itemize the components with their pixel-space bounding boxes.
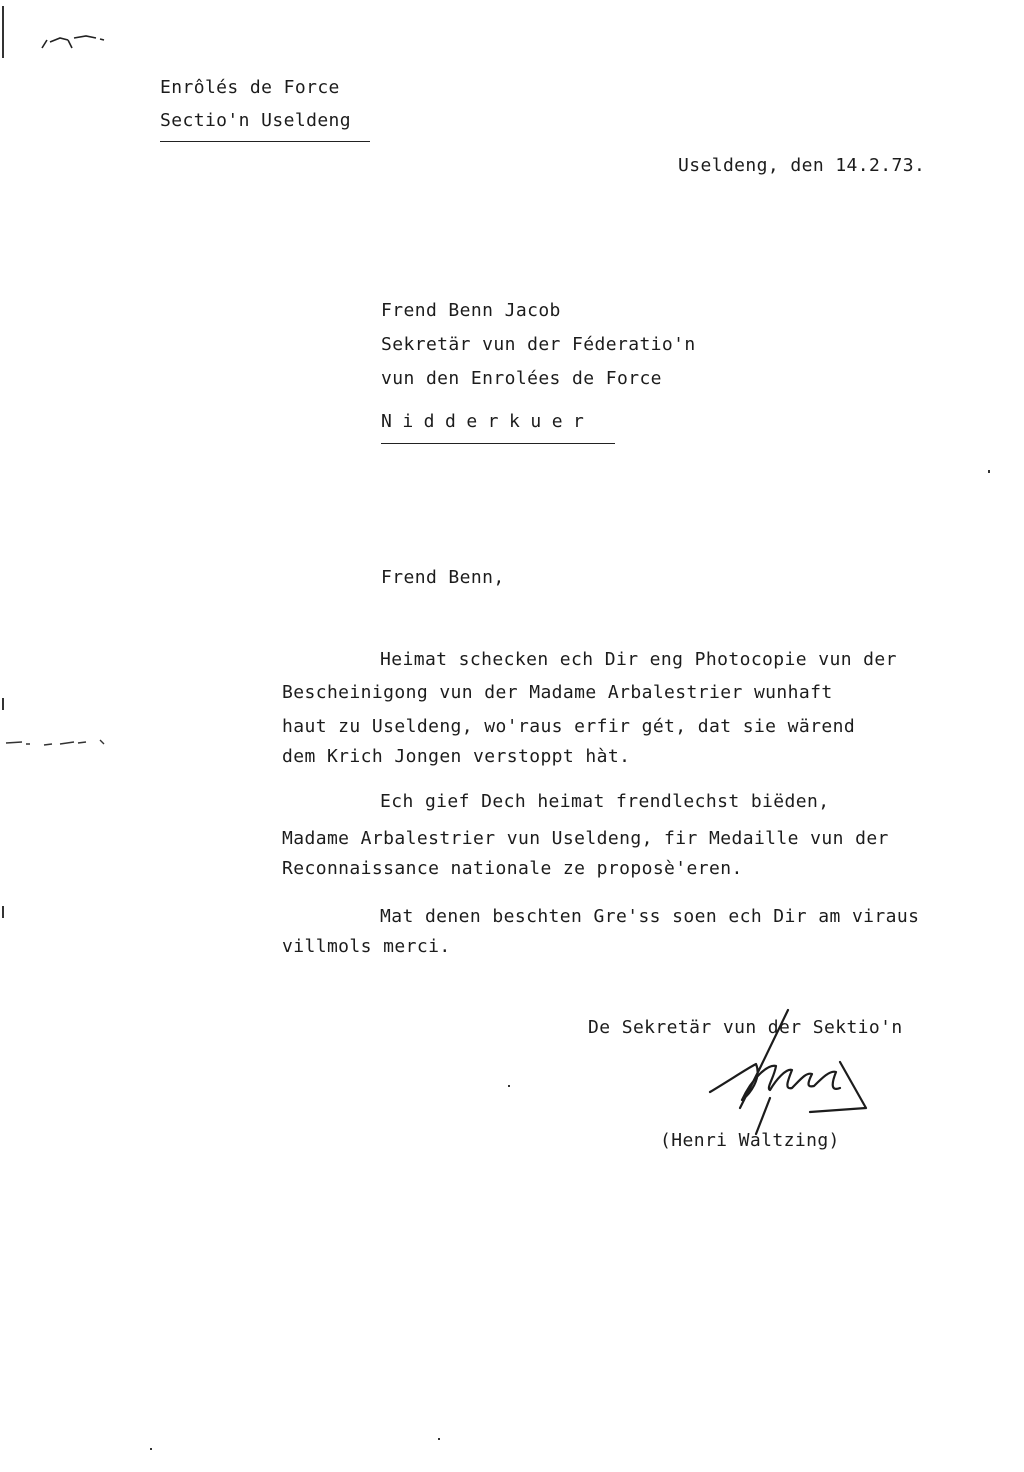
scribble-left-middle (4, 734, 114, 752)
scan-mark-left-low (2, 906, 4, 918)
closing-name: (Henri Waltzing) (660, 1130, 840, 1151)
speck-4 (150, 1448, 152, 1450)
body-p1-line-3: haut zu Useldeng, wo'raus erfir gét, dat sie wärend (282, 716, 856, 737)
date-line: Useldeng, den 14.2.73. (678, 155, 926, 176)
body-p1-line-2: Bescheinigong vun der Madame Arbalestrier wunhaft (282, 682, 833, 703)
body-p1-line-1: Heimat schecken ech Dir eng Photocopie vun der (380, 649, 897, 670)
speck-1 (508, 1085, 510, 1087)
closing-role: De Sekretär vun der Sektio'n (588, 1017, 903, 1038)
sender-line-1: Enrôlés de Force (160, 77, 340, 98)
scan-mark-left-mid (2, 698, 4, 710)
body-p2-line-3: Reconnaissance nationale ze proposè'eren. (282, 858, 743, 879)
speck-2 (988, 470, 990, 473)
body-p3-line-1: Mat denen beschten Gre'ss soen ech Dir am viraus (380, 906, 920, 927)
recipient-title: Sekretär vun der Féderatio'n (381, 334, 696, 355)
body-p1-line-4: dem Krich Jongen verstoppt hàt. (282, 746, 631, 767)
speck-3 (438, 1438, 440, 1440)
recipient-name: Frend Benn Jacob (381, 300, 561, 321)
body-p3-line-2: villmols merci. (282, 936, 451, 957)
body-p2-line-2: Madame Arbalestrier vun Useldeng, fir Medaille vun der (282, 828, 889, 849)
recipient-underline (381, 443, 615, 444)
recipient-place: Nidderkuer (381, 411, 595, 432)
salutation: Frend Benn, (381, 567, 505, 588)
handwritten-signature (690, 1008, 880, 1148)
sender-underline (160, 141, 370, 142)
scan-mark-left-top (2, 6, 4, 58)
sender-line-2: Sectio'n Useldeng (160, 110, 352, 131)
body-p2-line-1: Ech gief Dech heimat frendlechst biëden, (380, 791, 830, 812)
scribble-top-left (38, 30, 112, 52)
recipient-org: vun den Enrolées de Force (381, 368, 662, 389)
